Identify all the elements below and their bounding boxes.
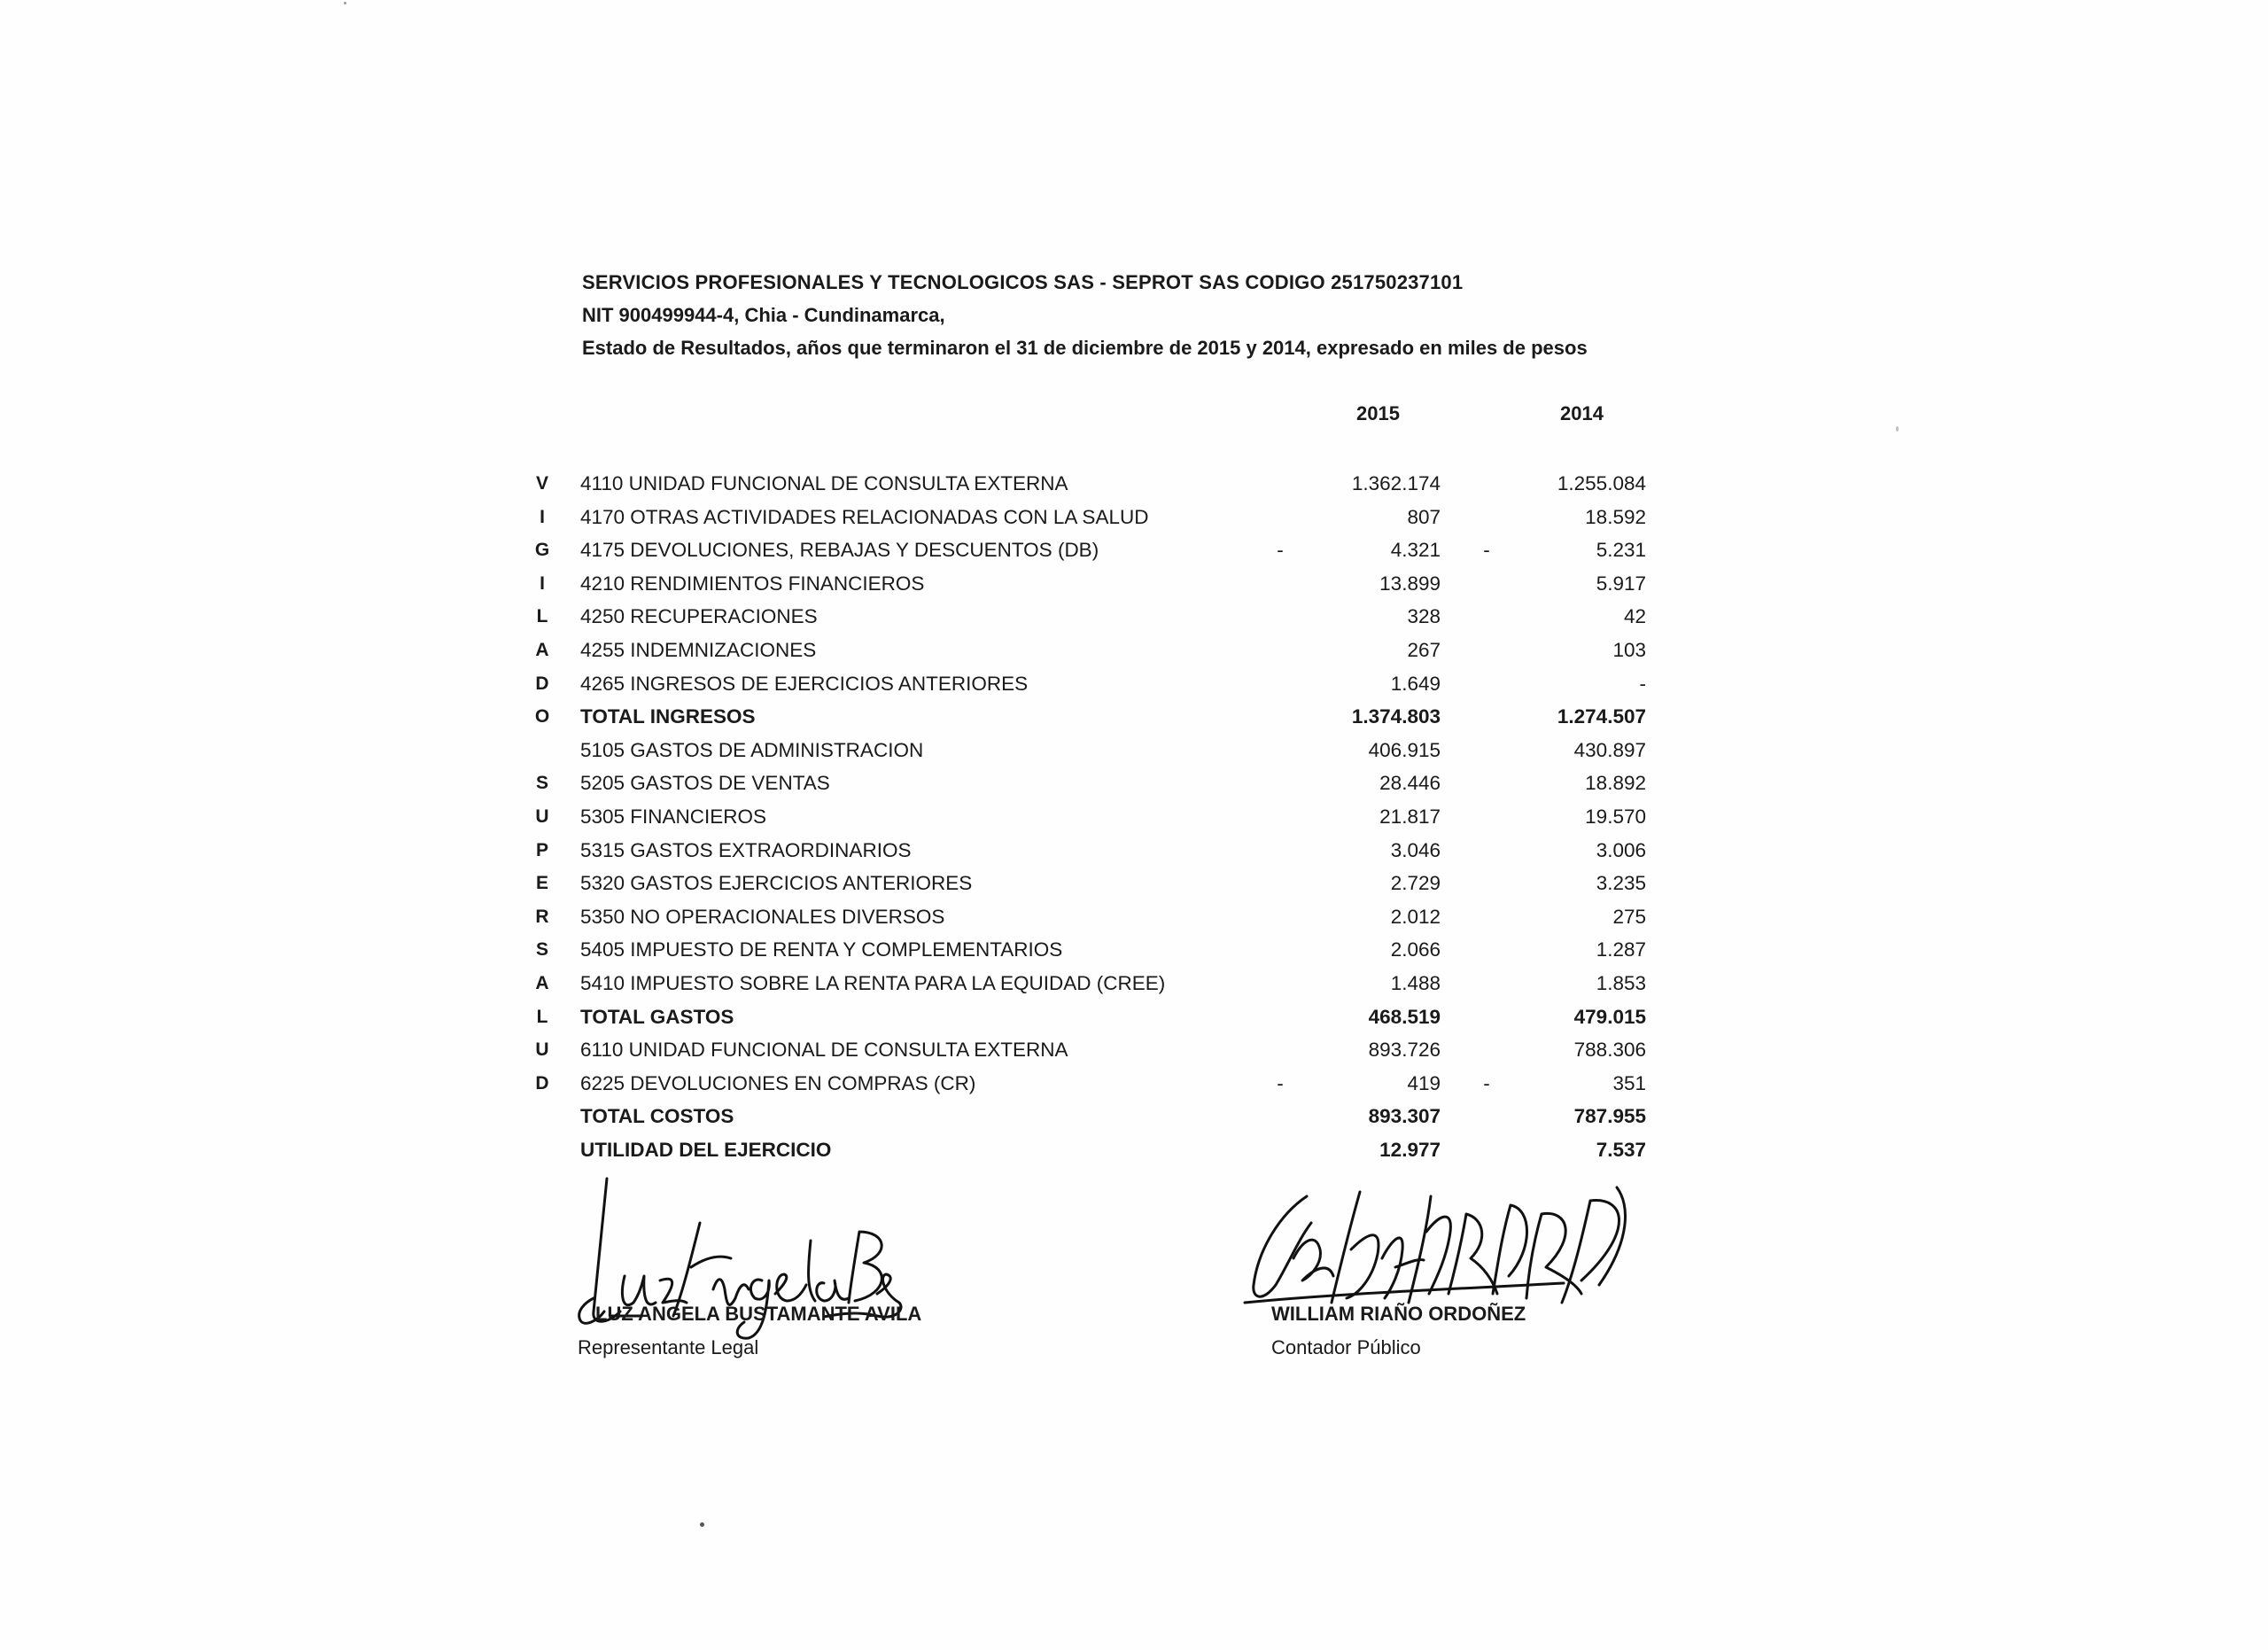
value-2014: 787.955 <box>1573 1105 1646 1128</box>
value-2014: 1.853 <box>1596 971 1646 994</box>
value-2015: 406.915 <box>1368 738 1441 761</box>
row-label: 4255 INDEMNIZACIONES <box>580 638 817 661</box>
negative-sign-2014: - <box>1483 1071 1490 1094</box>
signer-name-left: LUZ ANGELA BUSTAMANTE AVILA <box>595 1303 922 1325</box>
signer-name-right: WILLIAM RIAÑO ORDOÑEZ <box>1271 1303 1526 1325</box>
value-2014: 7.537 <box>1596 1138 1646 1161</box>
table-row <box>523 501 1674 534</box>
row-label: 5320 GASTOS EJERCICIOS ANTERIORES <box>580 872 973 895</box>
value-2014: 5.231 <box>1596 539 1646 562</box>
row-label: 5315 GASTOS EXTRAORDINARIOS <box>580 838 912 861</box>
row-label: 4110 UNIDAD FUNCIONAL DE CONSULTA EXTERNA <box>580 472 1068 494</box>
table-row <box>523 567 1674 601</box>
row-label: 4250 RECUPERACIONES <box>580 605 818 628</box>
value-2015: 807 <box>1407 505 1441 528</box>
row-label: 5410 IMPUESTO SOBRE LA RENTA PARA LA EQUIDAD (CREE) <box>580 971 1166 994</box>
table-row <box>523 700 1674 734</box>
value-2014: 3.235 <box>1596 872 1646 895</box>
value-2014: 351 <box>1612 1071 1646 1094</box>
value-2014: 3.006 <box>1596 838 1646 861</box>
column-header-2015: 2015 <box>1356 402 1400 424</box>
table-row <box>523 467 1674 501</box>
row-label: 4210 RENDIMIENTOS FINANCIEROS <box>580 572 925 595</box>
table-row <box>523 1033 1674 1067</box>
value-2015: 21.817 <box>1379 805 1441 828</box>
value-2015: 13.899 <box>1379 572 1441 595</box>
table-row <box>523 734 1674 767</box>
side-letter: G <box>534 540 550 561</box>
row-label: 5350 NO OPERACIONALES DIVERSOS <box>580 905 945 928</box>
side-letter: U <box>535 806 549 827</box>
company-nit: NIT 900499944-4, Chia - Cundinamarca, <box>582 304 945 326</box>
value-2015: 328 <box>1407 605 1441 628</box>
side-letter: R <box>535 906 549 927</box>
value-2015: 2.066 <box>1390 938 1441 961</box>
statement-title: Estado de Resultados, años que terminaron el 31 de diciembre de 2015 y 2014, expresado en miles de pesos <box>582 337 1588 359</box>
value-2015: 12.977 <box>1379 1138 1441 1161</box>
table-row <box>523 600 1674 634</box>
table-row <box>523 533 1674 567</box>
table-row <box>523 1000 1674 1034</box>
side-letter: I <box>540 572 545 594</box>
signer-role-right: Contador Público <box>1271 1336 1421 1358</box>
value-2014: 430.897 <box>1573 738 1646 761</box>
value-2015: 3.046 <box>1390 838 1441 861</box>
side-letter: S <box>535 773 548 794</box>
value-2015: 2.729 <box>1390 872 1441 895</box>
value-2014: 1.255.084 <box>1557 472 1646 494</box>
value-2015: 267 <box>1407 638 1441 661</box>
signer-role-left: Representante Legal <box>578 1336 759 1358</box>
income-statement-table <box>523 467 1674 1166</box>
value-2015: 1.488 <box>1390 971 1441 994</box>
row-label: 5205 GASTOS DE VENTAS <box>580 772 830 795</box>
value-2015: 1.649 <box>1390 672 1441 695</box>
table-row <box>523 867 1674 900</box>
side-letter: L <box>536 606 548 627</box>
row-label: 4175 DEVOLUCIONES, REBAJAS Y DESCUENTOS (DB) <box>580 539 1099 562</box>
column-header-2014: 2014 <box>1560 402 1604 424</box>
value-2015: 1.362.174 <box>1351 472 1441 494</box>
value-2015: 4.321 <box>1390 539 1441 562</box>
value-2015: 1.374.803 <box>1351 705 1441 728</box>
negative-sign-2015: - <box>1277 539 1284 562</box>
value-2014: 19.570 <box>1585 805 1646 828</box>
side-letter: S <box>535 939 548 961</box>
side-letter: D <box>535 673 549 694</box>
table-row <box>523 667 1674 701</box>
value-2014: 103 <box>1612 638 1646 661</box>
value-2014: 18.892 <box>1585 772 1646 795</box>
value-2014: - <box>1639 672 1646 695</box>
value-2014: 1.287 <box>1596 938 1646 961</box>
value-2015: 28.446 <box>1379 772 1441 795</box>
row-label: TOTAL GASTOS <box>580 1005 734 1028</box>
row-label: 6225 DEVOLUCIONES EN COMPRAS (CR) <box>580 1071 976 1094</box>
value-2015: 893.307 <box>1368 1105 1441 1128</box>
row-label: 5405 IMPUESTO DE RENTA Y COMPLEMENTARIOS <box>580 938 1063 961</box>
value-2014: 275 <box>1612 905 1646 928</box>
side-letter: A <box>535 972 549 993</box>
table-row <box>523 767 1674 800</box>
scan-speck <box>1896 426 1899 432</box>
table-row <box>523 1133 1674 1167</box>
side-letter: V <box>535 473 548 494</box>
table-row <box>523 1067 1674 1101</box>
side-letter: U <box>535 1039 549 1061</box>
table-row <box>523 834 1674 868</box>
value-2014: 788.306 <box>1573 1039 1646 1062</box>
negative-sign-2014: - <box>1483 539 1490 562</box>
side-letter: A <box>535 639 549 660</box>
table-row <box>523 900 1674 934</box>
scan-speck <box>700 1522 704 1527</box>
value-2015: 2.012 <box>1390 905 1441 928</box>
table-row <box>523 800 1674 834</box>
value-2014: 1.274.507 <box>1557 705 1646 728</box>
side-letter: L <box>536 1006 548 1027</box>
table-row <box>523 967 1674 1000</box>
scan-speck <box>344 2 346 4</box>
side-letter: D <box>535 1072 549 1094</box>
value-2014: 479.015 <box>1573 1005 1646 1028</box>
row-label: 5305 FINANCIEROS <box>580 805 767 828</box>
value-2014: 18.592 <box>1585 505 1646 528</box>
table-row <box>523 933 1674 967</box>
negative-sign-2015: - <box>1277 1071 1284 1094</box>
side-letter: I <box>540 506 545 527</box>
value-2015: 893.726 <box>1368 1039 1441 1062</box>
row-label: 6110 UNIDAD FUNCIONAL DE CONSULTA EXTERNA <box>580 1039 1068 1062</box>
side-letter: O <box>534 706 550 728</box>
side-letter: E <box>535 873 548 894</box>
handwritten-signature-right <box>1227 1179 1652 1320</box>
table-row <box>523 634 1674 667</box>
row-label: 5105 GASTOS DE ADMINISTRACION <box>580 738 924 761</box>
row-label: UTILIDAD DEL EJERCICIO <box>580 1138 832 1161</box>
row-label: TOTAL INGRESOS <box>580 705 756 728</box>
value-2015: 468.519 <box>1368 1005 1441 1028</box>
row-label: TOTAL COSTOS <box>580 1105 734 1128</box>
row-label: 4170 OTRAS ACTIVIDADES RELACIONADAS CON LA SALUD <box>580 505 1149 528</box>
value-2015: 419 <box>1407 1071 1441 1094</box>
table-row <box>523 1100 1674 1133</box>
side-letter: P <box>535 839 548 860</box>
row-label: 4265 INGRESOS DE EJERCICIOS ANTERIORES <box>580 672 1029 695</box>
company-name: SERVICIOS PROFESIONALES Y TECNOLOGICOS SAS - SEPROT SAS CODIGO 251750237101 <box>582 271 1464 293</box>
value-2014: 5.917 <box>1596 572 1646 595</box>
document-header <box>582 266 1822 364</box>
value-2014: 42 <box>1623 605 1646 628</box>
